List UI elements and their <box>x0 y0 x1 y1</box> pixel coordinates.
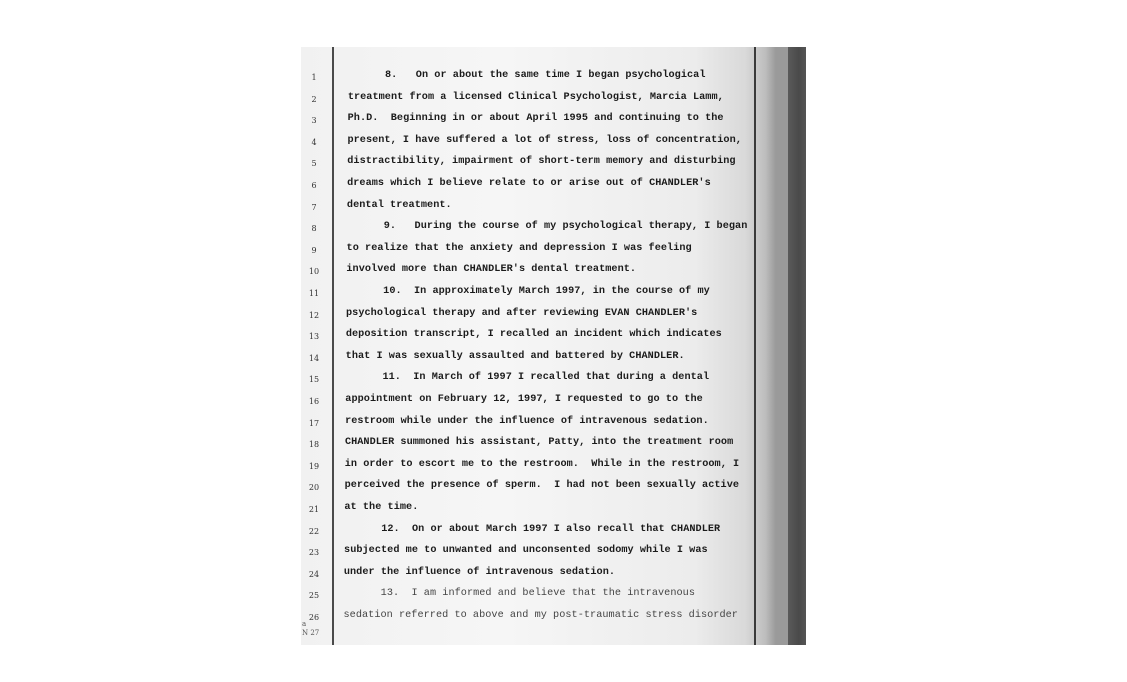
text-line: 8. On or about the same time I began psychological <box>348 70 706 81</box>
line-number: 25 <box>308 591 320 601</box>
line-number: 5 <box>311 159 317 169</box>
line-number: 16 <box>308 397 320 406</box>
text-line: Ph.D. Beginning in or about April 1995 and continuing to the <box>347 113 724 125</box>
line-number: 12 <box>308 310 320 320</box>
scan-dark-edge <box>788 47 806 645</box>
line-number: 10 <box>308 267 320 277</box>
line-number: 15 <box>308 375 320 385</box>
line-number: 2 <box>311 94 317 104</box>
text-line: psychological therapy and after reviewing EVAN CHANDLER's <box>346 307 698 319</box>
line-number: 24 <box>308 569 320 579</box>
line-number: 6 <box>311 181 317 190</box>
text-line: involved more than CHANDLER's dental treatment. <box>346 264 637 276</box>
line-number: 1 <box>311 73 317 82</box>
scanned-legal-page <box>301 47 806 645</box>
line-number: 21 <box>308 505 320 514</box>
text-line: dental treatment. <box>346 199 452 211</box>
text-line: that I was sexually assaulted and battered by CHANDLER. <box>345 350 685 362</box>
line-number: 11 <box>308 289 320 298</box>
text-line: deposition transcript, I recalled an incident which indicates <box>345 329 722 341</box>
line-number: 22 <box>308 526 320 536</box>
text-line: dreams which I believe relate to or arise out of CHANDLER's <box>347 178 711 189</box>
text-line: 11. In March of 1997 I recalled that during a dental <box>345 372 710 384</box>
line-number: 8 <box>311 224 317 234</box>
text-line: to realize that the anxiety and depression I was feeling <box>346 242 692 254</box>
line-number: 4 <box>311 137 317 147</box>
footer-marks <box>302 620 319 638</box>
line-number: 18 <box>308 440 320 450</box>
text-line: treatment from a licensed Clinical Psychologist, Marcia Lamm, <box>347 91 724 103</box>
text-line: CHANDLER summoned his assistant, Patty, into the treatment room <box>344 437 734 449</box>
footer-mark: N 27 <box>302 629 320 637</box>
line-number: 19 <box>308 461 320 471</box>
text-line: under the influence of intravenous sedation. <box>343 566 616 578</box>
text-line: 12. On or about March 1997 I also recall that CHANDLER <box>344 523 721 535</box>
text-line: 9. During the course of my psychological therapy, I began <box>346 221 748 233</box>
text-line: present, I have suffered a lot of stress, loss of concentration, <box>347 134 742 146</box>
text-line: sedation referred to above and my post-traumatic stress disorder <box>343 610 738 621</box>
footer-mark: a <box>302 620 307 628</box>
line-number: 7 <box>311 202 317 212</box>
line-number: 20 <box>308 483 320 493</box>
text-line: restroom while under the influence of intravenous sedation. <box>345 415 709 427</box>
text-line: perceived the presence of sperm. I had not been sexually active <box>344 480 740 492</box>
line-number: 3 <box>311 116 317 126</box>
text-line: 10. In approximately March 1997, in the course of my <box>346 286 710 297</box>
line-number: 17 <box>308 418 320 428</box>
text-line: 13. I am informed and believe that the intravenous <box>343 588 695 600</box>
text-line: at the time. <box>344 502 419 513</box>
line-number: 14 <box>308 353 320 363</box>
line-number: 23 <box>308 548 320 558</box>
line-number: 9 <box>311 245 317 255</box>
text-line: appointment on February 12, 1997, I requested to go to the <box>345 394 703 405</box>
text-line: distractibility, impairment of short-term memory and disturbing <box>347 156 736 168</box>
right-margin-rule <box>754 47 756 645</box>
line-number: 13 <box>308 332 320 342</box>
left-margin-rule <box>332 47 334 645</box>
text-line: in order to escort me to the restroom. While in the restroom, I <box>344 458 740 470</box>
line-number: 26 <box>308 613 320 622</box>
text-line: subjected me to unwanted and unconsented sodomy while I was <box>344 545 708 557</box>
